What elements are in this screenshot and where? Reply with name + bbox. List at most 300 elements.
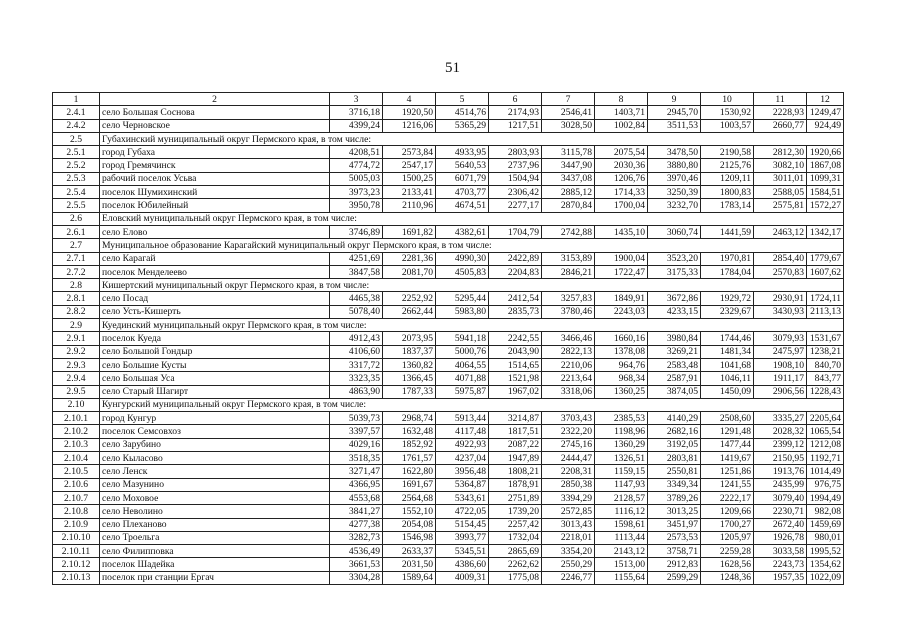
row-code-cell: 2.10.8 (53, 505, 100, 518)
value-cell: 2133,41 (383, 186, 436, 199)
row-code-cell: 2.10.12 (53, 558, 100, 571)
value-cell: 2682,16 (648, 425, 701, 438)
value-cell: 3082,10 (754, 159, 807, 172)
value-cell: 1435,10 (595, 225, 648, 238)
settlement-name-cell: село Ленск (100, 465, 330, 478)
row-code-cell: 2.7.2 (53, 265, 100, 278)
column-number-cell: 10 (701, 93, 754, 106)
value-cell: 1378,08 (595, 345, 648, 358)
value-cell: 1691,82 (383, 225, 436, 238)
value-cell: 1589,64 (383, 571, 436, 584)
value-cell: 2277,17 (489, 199, 542, 212)
table-row (53, 505, 844, 518)
value-cell: 4863,90 (330, 385, 383, 398)
value-cell: 1022,09 (807, 571, 844, 584)
table-row (53, 571, 844, 584)
value-cell: 1002,84 (595, 119, 648, 132)
value-cell: 2870,84 (542, 199, 595, 212)
value-cell: 982,08 (807, 505, 844, 518)
section-row (53, 239, 844, 252)
value-cell: 1419,67 (701, 452, 754, 465)
value-cell: 1607,62 (807, 265, 844, 278)
value-cell: 1878,91 (489, 478, 542, 491)
value-cell: 4208,51 (330, 146, 383, 159)
value-cell: 3033,58 (754, 545, 807, 558)
row-code-cell: 2.10.5 (53, 465, 100, 478)
value-cell: 3451,97 (648, 518, 701, 531)
table-row (53, 425, 844, 438)
row-code-cell: 2.10.13 (53, 571, 100, 584)
value-cell: 1800,83 (701, 186, 754, 199)
value-cell: 3973,23 (330, 186, 383, 199)
value-cell: 3518,35 (330, 452, 383, 465)
value-cell: 3257,83 (542, 292, 595, 305)
column-number-cell: 5 (436, 93, 489, 106)
value-cell: 2968,74 (383, 412, 436, 425)
row-code-cell: 2.5.5 (53, 199, 100, 212)
table-row (53, 478, 844, 491)
row-code-cell: 2.10.2 (53, 425, 100, 438)
value-cell: 2633,37 (383, 545, 436, 558)
section-title-cell: Кунгурский муниципальный округ Пермского края, в том числе: (100, 398, 844, 411)
row-code-cell: 2.5.1 (53, 146, 100, 159)
value-cell: 1900,04 (595, 252, 648, 265)
value-cell: 3758,71 (648, 545, 701, 558)
table-row (53, 332, 844, 345)
settlement-name-cell: село Большие Кусты (100, 358, 330, 371)
settlement-name-cell: поселок Менделеево (100, 265, 330, 278)
value-cell: 4990,30 (436, 252, 489, 265)
value-cell: 1326,51 (595, 452, 648, 465)
column-number-cell: 8 (595, 93, 648, 106)
settlement-name-cell: поселок Шадейка (100, 558, 330, 571)
settlement-name-cell: поселок Юбилейный (100, 199, 330, 212)
value-cell: 1700,27 (701, 518, 754, 531)
value-cell: 1775,08 (489, 571, 542, 584)
table-row (53, 305, 844, 318)
value-cell: 2230,71 (754, 505, 807, 518)
value-cell: 3466,46 (542, 332, 595, 345)
value-cell: 1209,66 (701, 505, 754, 518)
value-cell: 1920,50 (383, 106, 436, 119)
value-cell: 1003,57 (701, 119, 754, 132)
value-cell: 1808,21 (489, 465, 542, 478)
column-number-cell: 11 (754, 93, 807, 106)
value-cell: 4399,24 (330, 119, 383, 132)
value-cell: 3011,01 (754, 172, 807, 185)
row-code-cell: 2.5.2 (53, 159, 100, 172)
value-cell: 1342,17 (807, 225, 844, 238)
settlement-name-cell: поселок Семсовхоз (100, 425, 330, 438)
value-cell: 1660,16 (595, 332, 648, 345)
settlement-name-cell: село Большой Гондыр (100, 345, 330, 358)
settlement-name-cell: село Мазунино (100, 478, 330, 491)
value-cell: 2043,90 (489, 345, 542, 358)
value-cell: 3956,48 (436, 465, 489, 478)
settlement-name-cell: село Моховое (100, 491, 330, 504)
table-row (53, 159, 844, 172)
settlement-name-cell: село Елово (100, 225, 330, 238)
settlement-name-cell: село Карагай (100, 252, 330, 265)
value-cell: 1198,96 (595, 425, 648, 438)
value-cell: 2030,36 (595, 159, 648, 172)
settlement-name-cell: село Троельга (100, 531, 330, 544)
value-cell: 1628,56 (701, 558, 754, 571)
value-cell: 2550,81 (648, 465, 701, 478)
value-cell: 3060,74 (648, 225, 701, 238)
value-cell: 4029,16 (330, 438, 383, 451)
value-cell: 1514,65 (489, 358, 542, 371)
value-cell: 1867,08 (807, 159, 844, 172)
value-cell: 3214,87 (489, 412, 542, 425)
value-cell: 1552,10 (383, 505, 436, 518)
value-cell: 2564,68 (383, 491, 436, 504)
settlement-name-cell: село Кыласово (100, 452, 330, 465)
value-cell: 840,70 (807, 358, 844, 371)
section-row (53, 398, 844, 411)
value-cell: 4514,76 (436, 106, 489, 119)
value-cell: 2412,54 (489, 292, 542, 305)
row-code-cell: 2.10 (53, 398, 100, 411)
value-cell: 2751,89 (489, 491, 542, 504)
value-cell: 1403,71 (595, 106, 648, 119)
value-cell: 5345,51 (436, 545, 489, 558)
value-cell: 1513,00 (595, 558, 648, 571)
row-code-cell: 2.10.9 (53, 518, 100, 531)
value-cell: 1450,09 (701, 385, 754, 398)
value-cell: 1995,52 (807, 545, 844, 558)
row-code-cell: 2.7 (53, 239, 100, 252)
value-cell: 2745,16 (542, 438, 595, 451)
row-code-cell: 2.10.6 (53, 478, 100, 491)
value-cell: 2583,48 (648, 358, 701, 371)
value-cell: 2128,57 (595, 491, 648, 504)
value-cell: 3950,78 (330, 199, 383, 212)
value-cell: 1947,89 (489, 452, 542, 465)
value-cell: 2742,88 (542, 225, 595, 238)
value-cell: 1477,44 (701, 438, 754, 451)
value-cell: 2463,12 (754, 225, 807, 238)
value-cell: 1441,59 (701, 225, 754, 238)
value-cell: 843,77 (807, 372, 844, 385)
value-cell: 5154,45 (436, 518, 489, 531)
value-cell: 964,76 (595, 358, 648, 371)
table-row (53, 438, 844, 451)
value-cell: 3318,06 (542, 385, 595, 398)
value-cell: 2662,44 (383, 305, 436, 318)
value-cell: 1014,49 (807, 465, 844, 478)
row-code-cell: 2.9.1 (53, 332, 100, 345)
table-row (53, 265, 844, 278)
value-cell: 3013,43 (542, 518, 595, 531)
table-row (53, 531, 844, 544)
row-code-cell: 2.10.10 (53, 531, 100, 544)
value-cell: 3232,70 (648, 199, 701, 212)
value-cell: 3013,25 (648, 505, 701, 518)
row-code-cell: 2.8 (53, 279, 100, 292)
value-cell: 1929,72 (701, 292, 754, 305)
value-cell: 2262,62 (489, 558, 542, 571)
value-cell: 2572,85 (542, 505, 595, 518)
value-cell: 2252,92 (383, 292, 436, 305)
value-cell: 2174,93 (489, 106, 542, 119)
value-cell: 2228,93 (754, 106, 807, 119)
value-cell: 2210,06 (542, 358, 595, 371)
value-cell: 1065,54 (807, 425, 844, 438)
value-cell: 1354,62 (807, 558, 844, 571)
table-row (53, 106, 844, 119)
tariff-table (52, 92, 844, 585)
value-cell: 2573,53 (648, 531, 701, 544)
value-cell: 4233,15 (648, 305, 701, 318)
value-cell: 4912,43 (330, 332, 383, 345)
value-cell: 1046,11 (701, 372, 754, 385)
section-row (53, 212, 844, 225)
value-cell: 2444,47 (542, 452, 595, 465)
value-cell: 1783,14 (701, 199, 754, 212)
value-cell: 3354,20 (542, 545, 595, 558)
row-code-cell: 2.8.1 (53, 292, 100, 305)
value-cell: 3993,77 (436, 531, 489, 544)
table-row (53, 252, 844, 265)
column-number-cell: 4 (383, 93, 436, 106)
value-cell: 2073,95 (383, 332, 436, 345)
value-cell: 4117,48 (436, 425, 489, 438)
value-cell: 1546,98 (383, 531, 436, 544)
section-title-cell: Куединский муниципальный округ Пермского края, в том числе: (100, 319, 844, 332)
column-number-cell: 3 (330, 93, 383, 106)
value-cell: 2835,73 (489, 305, 542, 318)
value-cell: 3317,72 (330, 358, 383, 371)
section-row (53, 319, 844, 332)
value-cell: 1732,04 (489, 531, 542, 544)
value-cell: 3437,08 (542, 172, 595, 185)
value-cell: 3880,80 (648, 159, 701, 172)
value-cell: 4933,95 (436, 146, 489, 159)
value-cell: 3980,84 (648, 332, 701, 345)
value-cell: 3079,93 (754, 332, 807, 345)
value-cell: 1761,57 (383, 452, 436, 465)
value-cell: 2865,69 (489, 545, 542, 558)
value-cell: 4505,83 (436, 265, 489, 278)
table-row (53, 172, 844, 185)
value-cell: 2257,42 (489, 518, 542, 531)
table-row (53, 452, 844, 465)
value-cell: 1598,61 (595, 518, 648, 531)
value-cell: 5975,87 (436, 385, 489, 398)
value-cell: 3335,27 (754, 412, 807, 425)
value-cell: 2573,84 (383, 146, 436, 159)
value-cell: 4386,60 (436, 558, 489, 571)
value-cell: 3789,26 (648, 491, 701, 504)
value-cell: 4366,95 (330, 478, 383, 491)
value-cell: 5000,76 (436, 345, 489, 358)
value-cell: 2846,21 (542, 265, 595, 278)
row-code-cell: 2.9.4 (53, 372, 100, 385)
row-code-cell: 2.4.1 (53, 106, 100, 119)
value-cell: 2081,70 (383, 265, 436, 278)
value-cell: 2575,81 (754, 199, 807, 212)
value-cell: 3716,18 (330, 106, 383, 119)
value-cell: 1852,92 (383, 438, 436, 451)
value-cell: 4277,38 (330, 518, 383, 531)
section-row (53, 132, 844, 145)
value-cell: 5365,29 (436, 119, 489, 132)
value-cell: 2205,64 (807, 412, 844, 425)
settlement-name-cell: поселок Шумихинский (100, 186, 330, 199)
row-code-cell: 2.10.7 (53, 491, 100, 504)
value-cell: 1099,31 (807, 172, 844, 185)
value-cell: 2660,77 (754, 119, 807, 132)
value-cell: 1779,67 (807, 252, 844, 265)
value-cell: 2854,40 (754, 252, 807, 265)
value-cell: 1849,91 (595, 292, 648, 305)
value-cell: 4140,29 (648, 412, 701, 425)
value-cell: 2737,96 (489, 159, 542, 172)
row-code-cell: 2.8.2 (53, 305, 100, 318)
settlement-name-cell: село Посад (100, 292, 330, 305)
value-cell: 2242,55 (489, 332, 542, 345)
value-cell: 1366,45 (383, 372, 436, 385)
value-cell: 1908,10 (754, 358, 807, 371)
value-cell: 2912,83 (648, 558, 701, 571)
value-cell: 4106,60 (330, 345, 383, 358)
value-cell: 2243,73 (754, 558, 807, 571)
value-cell: 2150,95 (754, 452, 807, 465)
table-row (53, 358, 844, 371)
value-cell: 1241,55 (701, 478, 754, 491)
value-cell: 2329,67 (701, 305, 754, 318)
value-cell: 980,01 (807, 531, 844, 544)
value-cell: 5364,87 (436, 478, 489, 491)
value-cell: 1116,12 (595, 505, 648, 518)
section-title-cell: Муниципальное образование Карагайский муниципальный округ Пермского края, в том числе: (100, 239, 844, 252)
value-cell: 1722,47 (595, 265, 648, 278)
value-cell: 2885,12 (542, 186, 595, 199)
settlement-name-cell: рабочий поселок Усьва (100, 172, 330, 185)
value-cell: 2087,22 (489, 438, 542, 451)
value-cell: 2322,20 (542, 425, 595, 438)
table-row (53, 518, 844, 531)
value-cell: 5983,80 (436, 305, 489, 318)
value-cell: 2125,76 (701, 159, 754, 172)
value-cell: 2399,12 (754, 438, 807, 451)
value-cell: 2222,17 (701, 491, 754, 504)
table-row (53, 385, 844, 398)
value-cell: 2803,81 (648, 452, 701, 465)
settlement-name-cell: город Кунгур (100, 412, 330, 425)
row-code-cell: 2.9 (53, 319, 100, 332)
value-cell: 1113,44 (595, 531, 648, 544)
value-cell: 2475,97 (754, 345, 807, 358)
table-row (53, 545, 844, 558)
settlement-name-cell: поселок Куеда (100, 332, 330, 345)
value-cell: 3079,40 (754, 491, 807, 504)
value-cell: 1248,36 (701, 571, 754, 584)
value-cell: 1724,11 (807, 292, 844, 305)
table-row (53, 491, 844, 504)
table-row (53, 292, 844, 305)
settlement-name-cell: село Плеханово (100, 518, 330, 531)
value-cell: 3672,86 (648, 292, 701, 305)
value-cell: 3447,90 (542, 159, 595, 172)
value-cell: 4536,49 (330, 545, 383, 558)
value-cell: 1205,97 (701, 531, 754, 544)
value-cell: 4703,77 (436, 186, 489, 199)
value-cell: 1291,48 (701, 425, 754, 438)
value-cell: 3250,39 (648, 186, 701, 199)
section-title-cell: Еловский муниципальный округ Пермского края, в том числе: (100, 212, 844, 225)
value-cell: 1784,04 (701, 265, 754, 278)
row-code-cell: 2.5.3 (53, 172, 100, 185)
value-cell: 3175,33 (648, 265, 701, 278)
value-cell: 3269,21 (648, 345, 701, 358)
value-cell: 2113,13 (807, 305, 844, 318)
value-cell: 4382,61 (436, 225, 489, 238)
value-cell: 1691,67 (383, 478, 436, 491)
value-cell: 6071,79 (436, 172, 489, 185)
value-cell: 3703,43 (542, 412, 595, 425)
value-cell: 1206,76 (595, 172, 648, 185)
value-cell: 3028,50 (542, 119, 595, 132)
value-cell: 3661,53 (330, 558, 383, 571)
settlement-name-cell: город Гремячинск (100, 159, 330, 172)
value-cell: 2672,40 (754, 518, 807, 531)
value-cell: 1360,82 (383, 358, 436, 371)
column-number-cell: 12 (807, 93, 844, 106)
value-cell: 1217,51 (489, 119, 542, 132)
value-cell: 5343,61 (436, 491, 489, 504)
row-code-cell: 2.6 (53, 212, 100, 225)
value-cell: 2218,01 (542, 531, 595, 544)
value-cell: 3970,46 (648, 172, 701, 185)
column-number-cell: 2 (100, 93, 330, 106)
value-cell: 1787,33 (383, 385, 436, 398)
row-code-cell: 2.6.1 (53, 225, 100, 238)
value-cell: 2259,28 (701, 545, 754, 558)
value-cell: 1584,51 (807, 186, 844, 199)
value-cell: 1041,68 (701, 358, 754, 371)
value-cell: 3349,34 (648, 478, 701, 491)
table-row (53, 119, 844, 132)
value-cell: 4922,93 (436, 438, 489, 451)
column-number-cell: 7 (542, 93, 595, 106)
value-cell: 2508,60 (701, 412, 754, 425)
value-cell: 5078,40 (330, 305, 383, 318)
value-cell: 3282,73 (330, 531, 383, 544)
value-cell: 5941,18 (436, 332, 489, 345)
value-cell: 1572,27 (807, 199, 844, 212)
row-code-cell: 2.9.5 (53, 385, 100, 398)
value-cell: 4774,72 (330, 159, 383, 172)
value-cell: 3430,93 (754, 305, 807, 318)
value-cell: 5913,44 (436, 412, 489, 425)
value-cell: 2281,36 (383, 252, 436, 265)
value-cell: 1249,47 (807, 106, 844, 119)
value-cell: 2190,58 (701, 146, 754, 159)
settlement-name-cell: село Неволино (100, 505, 330, 518)
value-cell: 1714,33 (595, 186, 648, 199)
value-cell: 1155,64 (595, 571, 648, 584)
value-cell: 1994,49 (807, 491, 844, 504)
settlement-name-cell: село Филипповка (100, 545, 330, 558)
value-cell: 3523,20 (648, 252, 701, 265)
table-row (53, 558, 844, 571)
value-cell: 4237,04 (436, 452, 489, 465)
value-cell: 2803,93 (489, 146, 542, 159)
value-cell: 2143,12 (595, 545, 648, 558)
value-cell: 1147,93 (595, 478, 648, 491)
